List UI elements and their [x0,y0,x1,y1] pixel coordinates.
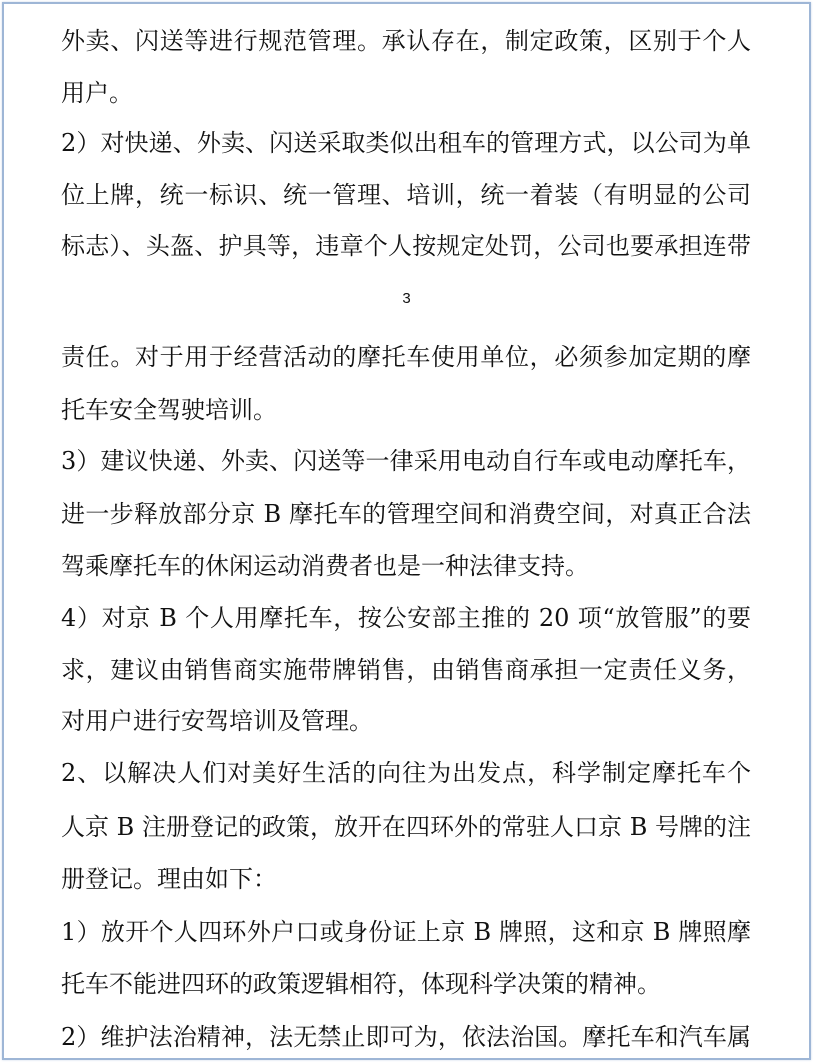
text-line: 册登记。理由如下： [61,865,277,893]
text-line: 标志）、头盔、护具等，违章个人按规定处罚，公司也要承担连带 [61,232,751,260]
page-number: 3 [402,290,411,307]
page-border [2,2,811,1060]
text-line: 2）对快递、外卖、闪送采取类似出租车的管理方式，以公司为单 [61,129,751,157]
text-line: 2、以解决人们对美好生活的向往为出发点，科学制定摩托车个 [61,759,751,787]
text-line: 责任。对于用于经营活动的摩托车使用单位，必须参加定期的摩 [61,343,751,371]
text-line: 驾乘摩托车的休闲运动消费者也是一种法律支持。 [61,552,589,580]
text-line: 人京 B 注册登记的政策，放开在四环外的常驻人口京 B 号牌的注 [61,813,751,841]
text-line: 位上牌，统一标识、统一管理、培训，统一着装（有明显的公司 [61,181,751,209]
text-line: 3）建议快递、外卖、闪送等一律采用电动自行车或电动摩托车， [61,447,751,475]
text-line: 1）放开个人四环外户口或身份证上京 B 牌照，这和京 B 牌照摩 [61,918,751,946]
text-line: 进一步释放部分京 B 摩托车的管理空间和消费空间，对真正合法 [61,500,751,528]
text-line: 4）对京 B 个人用摩托车，按公安部主推的 20 项“放管服”的要 [61,604,751,632]
text-line: 对用户进行安驾培训及管理。 [61,707,373,735]
text-line: 托车安全驾驶培训。 [61,396,277,424]
text-line: 托车不能进四环的政策逻辑相符，体现科学决策的精神。 [61,970,661,998]
text-line: 2）维护法治精神，法无禁止即可为，依法治国。摩托车和汽车属 [61,1023,751,1051]
text-line: 用户。 [61,79,133,107]
text-line: 外卖、闪送等进行规范管理。承认存在，制定政策，区别于个人 [61,27,751,55]
text-line: 求，建议由销售商实施带牌销售，由销售商承担一定责任义务， [61,656,751,684]
